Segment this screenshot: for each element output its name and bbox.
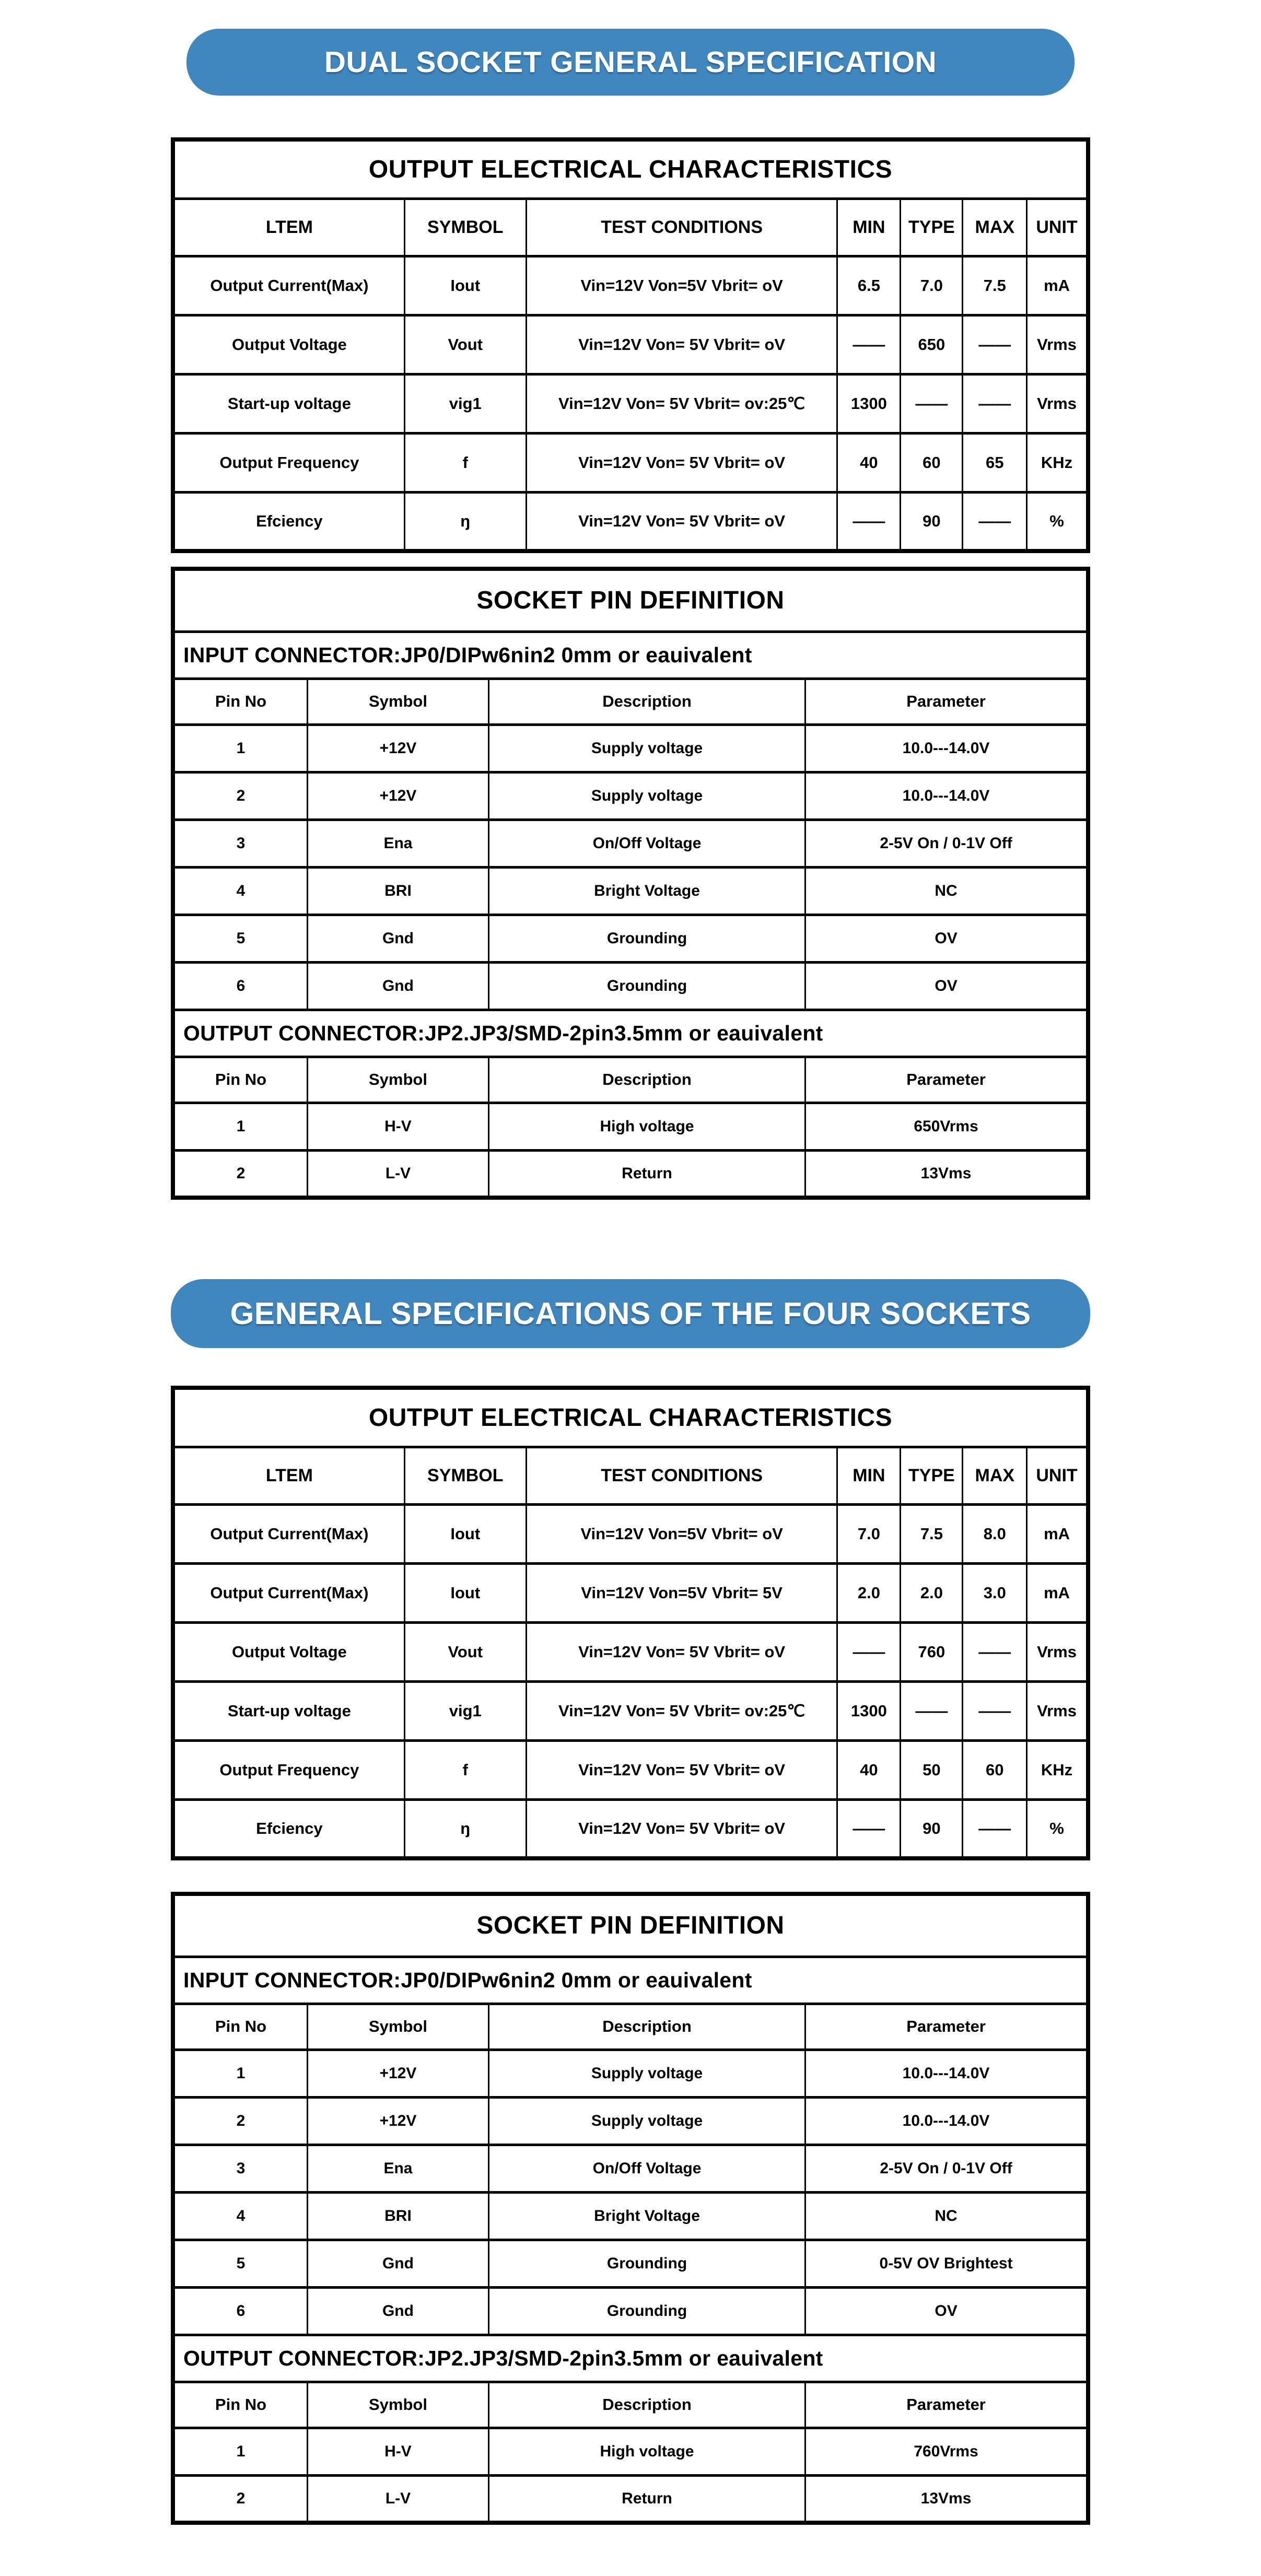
table-cell: 50 [901, 1740, 963, 1799]
table-cell: Bright Voltage [488, 867, 805, 915]
table-cell: Gnd [308, 915, 489, 962]
table-cell: Supply voltage [488, 772, 805, 819]
input-connector-label: INPUT CONNECTOR:JP0/DIPw6nin2 0mm or eauivalent [173, 1957, 1088, 2004]
table-cell: Gnd [308, 2240, 489, 2287]
column-header-cell: MAX [963, 1447, 1027, 1504]
table-cell: 760 [901, 1622, 963, 1681]
table-cell: Vin=12V Von= 5V Vbrit= oV [526, 433, 837, 492]
column-header-cell: Symbol [308, 678, 489, 724]
table-cell: Vin=12V Von= 5V Vbrit= ov:25℃ [526, 1681, 837, 1740]
column-header-cell: MIN [837, 198, 901, 256]
table-header-row [173, 2004, 1088, 2050]
column-header-cell: Parameter [805, 2382, 1088, 2428]
electrical-characteristics-table-dual [171, 137, 1090, 553]
table-cell: 0-5V OV Brightest [805, 2240, 1088, 2287]
column-header-cell: Symbol [308, 2004, 489, 2050]
table-cell: Output Current(Max) [173, 1504, 404, 1563]
table-cell: L-V [308, 1150, 489, 1198]
table-row [173, 1799, 1088, 1858]
table-cell: Output Voltage [173, 1622, 404, 1681]
table-cell: Vout [404, 315, 526, 374]
table-cell: L-V [308, 2475, 489, 2523]
table-cell: Grounding [488, 962, 805, 1010]
table-header-row [173, 1447, 1088, 1504]
column-header-cell: TEST CONDITIONS [526, 198, 837, 256]
table-row [173, 2287, 1088, 2335]
table-cell: Gnd [308, 962, 489, 1010]
column-header-cell: Pin No [173, 678, 308, 724]
table-row [173, 2192, 1088, 2240]
table-cell: Return [488, 1150, 805, 1198]
table-cell: —— [901, 1681, 963, 1740]
table-cell: —— [901, 374, 963, 433]
table-row [173, 492, 1088, 551]
table-cell: Gnd [308, 2287, 489, 2335]
table-row [173, 2050, 1088, 2097]
table-title: OUTPUT ELECTRICAL CHARACTERISTICS [173, 1388, 1088, 1447]
table-row [173, 772, 1088, 819]
table-cell: Efciency [173, 492, 404, 551]
table-cell: 1 [173, 724, 308, 772]
column-header-cell: Parameter [805, 2004, 1088, 2050]
table-cell: +12V [308, 724, 489, 772]
table-row [173, 256, 1088, 315]
table-cell: 760Vrms [805, 2428, 1088, 2475]
table-cell: 5 [173, 2240, 308, 2287]
table-cell: NC [805, 2192, 1088, 2240]
table-cell: mA [1027, 256, 1088, 315]
table-cell: vig1 [404, 374, 526, 433]
table-cell: Vrms [1027, 1622, 1088, 1681]
table-cell: 6 [173, 2287, 308, 2335]
table-cell: 1 [173, 2428, 308, 2475]
input-connector-label: INPUT CONNECTOR:JP0/DIPw6nin2 0mm or eauivalent [173, 631, 1088, 678]
output-connector-row [173, 1010, 1088, 1057]
table-cell: 65 [963, 433, 1027, 492]
output-pin-rows [173, 1103, 1088, 1198]
table-row [173, 1504, 1088, 1563]
section-banner-four-sockets [171, 1279, 1090, 1348]
table-cell: OV [805, 2287, 1088, 2335]
table-cell: Vin=12V Von= 5V Vbrit= oV [526, 1740, 837, 1799]
table-cell: Ena [308, 2145, 489, 2192]
table-cell: Return [488, 2475, 805, 2523]
table-row [173, 724, 1088, 772]
table-cell: —— [963, 1681, 1027, 1740]
table-cell: Iout [404, 1563, 526, 1622]
table-cell: Vin=12V Von=5V Vbrit= 5V [526, 1563, 837, 1622]
table-row [173, 1622, 1088, 1681]
table-cell: 7.0 [837, 1504, 901, 1563]
table-cell: 1300 [837, 1681, 901, 1740]
table-cell: Vin=12V Von= 5V Vbrit= oV [526, 492, 837, 551]
table-cell: 2.0 [837, 1563, 901, 1622]
output-pin-rows [173, 2428, 1088, 2523]
column-header-cell: Description [488, 2382, 805, 2428]
output-connector-label: OUTPUT CONNECTOR:JP2.JP3/SMD-2pin3.5mm or eauivalent [173, 1010, 1088, 1057]
table-cell: 3 [173, 2145, 308, 2192]
table-cell: Vin=12V Von= 5V Vbrit= oV [526, 1799, 837, 1858]
column-header-cell: Parameter [805, 1057, 1088, 1103]
table-cell: % [1027, 492, 1088, 551]
table-cell: Vrms [1027, 315, 1088, 374]
table-cell: +12V [308, 772, 489, 819]
table-row [173, 1740, 1088, 1799]
table-cell: Vin=12V Von= 5V Vbrit= oV [526, 315, 837, 374]
column-header-cell: Pin No [173, 1057, 308, 1103]
table-cell: 40 [837, 433, 901, 492]
table-cell: KHz [1027, 1740, 1088, 1799]
table-header-row [173, 678, 1088, 724]
table-title-row [173, 1894, 1088, 1957]
table-cell: 60 [963, 1740, 1027, 1799]
table-row [173, 2428, 1088, 2475]
column-header-cell: Symbol [308, 1057, 489, 1103]
table-cell: 2 [173, 772, 308, 819]
table-cell: 2-5V On / 0-1V Off [805, 2145, 1088, 2192]
column-header-cell: TEST CONDITIONS [526, 1447, 837, 1504]
table-cell: —— [963, 374, 1027, 433]
table-cell: Iout [404, 1504, 526, 1563]
table-cell: 7.0 [901, 256, 963, 315]
table-cell: 650Vrms [805, 1103, 1088, 1150]
banner-title: GENERAL SPECIFICATIONS OF THE FOUR SOCKETS [230, 1296, 1031, 1331]
column-header-cell: MIN [837, 1447, 901, 1504]
column-header-cell: LTEM [173, 198, 404, 256]
table-cell: +12V [308, 2050, 489, 2097]
table-cell: Ena [308, 819, 489, 867]
document-page [171, 29, 1090, 2525]
table-cell: 10.0---14.0V [805, 2050, 1088, 2097]
table-cell: 1 [173, 2050, 308, 2097]
table-cell: On/Off Voltage [488, 819, 805, 867]
table-cell: 1300 [837, 374, 901, 433]
table-row [173, 962, 1088, 1010]
table-cell: Start-up voltage [173, 1681, 404, 1740]
table-row [173, 915, 1088, 962]
column-header-cell: SYMBOL [404, 1447, 526, 1504]
table-cell: 6 [173, 962, 308, 1010]
table-cell: 13Vms [805, 1150, 1088, 1198]
table-cell: OV [805, 962, 1088, 1010]
table-cell: Start-up voltage [173, 374, 404, 433]
table-title-row [173, 1388, 1088, 1447]
table-cell: Output Frequency [173, 1740, 404, 1799]
column-header-cell: Pin No [173, 2382, 308, 2428]
table-cell: 10.0---14.0V [805, 772, 1088, 819]
table-row [173, 2475, 1088, 2523]
socket-pin-definition-table-four [171, 1892, 1090, 2525]
table-title: OUTPUT ELECTRICAL CHARACTERISTICS [173, 139, 1088, 198]
table-cell: Vin=12V Von= 5V Vbrit= oV [526, 1622, 837, 1681]
table-cell: H-V [308, 2428, 489, 2475]
column-header-cell: UNIT [1027, 198, 1088, 256]
input-pin-rows [173, 2050, 1088, 2335]
table-cell: —— [837, 1622, 901, 1681]
output-connector-row [173, 2335, 1088, 2382]
column-header-cell: UNIT [1027, 1447, 1088, 1504]
table-cell: Output Voltage [173, 315, 404, 374]
table-cell: Efciency [173, 1799, 404, 1858]
table-cell: ŋ [404, 492, 526, 551]
table-header-row [173, 1057, 1088, 1103]
banner-title: DUAL SOCKET GENERAL SPECIFICATION [324, 45, 937, 79]
table-row [173, 867, 1088, 915]
table-cell: f [404, 1740, 526, 1799]
table-cell: OV [805, 915, 1088, 962]
table-cell: —— [963, 1622, 1027, 1681]
table-body [173, 256, 1088, 551]
table-cell: 650 [901, 315, 963, 374]
column-header-cell: LTEM [173, 1447, 404, 1504]
table-row [173, 2145, 1088, 2192]
table-cell: Output Current(Max) [173, 256, 404, 315]
input-connector-row [173, 631, 1088, 678]
table-cell: Grounding [488, 2287, 805, 2335]
table-cell: 2.0 [901, 1563, 963, 1622]
column-header-cell: Description [488, 2004, 805, 2050]
table-cell: BRI [308, 867, 489, 915]
table-cell: High voltage [488, 2428, 805, 2475]
input-connector-row [173, 1957, 1088, 2004]
table-cell: Vin=12V Von=5V Vbrit= oV [526, 256, 837, 315]
table-cell: 1 [173, 1103, 308, 1150]
column-header-cell: SYMBOL [404, 198, 526, 256]
table-cell: 2 [173, 2097, 308, 2145]
table-cell: —— [963, 315, 1027, 374]
table-cell: Output Frequency [173, 433, 404, 492]
table-body [173, 1504, 1088, 1858]
table-header-row [173, 2382, 1088, 2428]
table-cell: Iout [404, 256, 526, 315]
table-cell: —— [837, 492, 901, 551]
table-cell: Supply voltage [488, 2097, 805, 2145]
table-cell: 13Vms [805, 2475, 1088, 2523]
table-cell: 6.5 [837, 256, 901, 315]
table-cell: 2 [173, 2475, 308, 2523]
table-cell: Grounding [488, 915, 805, 962]
table-cell: Vin=12V Von=5V Vbrit= oV [526, 1504, 837, 1563]
table-cell: 2-5V On / 0-1V Off [805, 819, 1088, 867]
table-cell: 40 [837, 1740, 901, 1799]
table-cell: —— [837, 1799, 901, 1858]
table-cell: 90 [901, 1799, 963, 1858]
table-cell: 5 [173, 915, 308, 962]
table-header-row [173, 198, 1088, 256]
table-cell: Vin=12V Von= 5V Vbrit= ov:25℃ [526, 374, 837, 433]
table-cell: f [404, 433, 526, 492]
table-cell: 10.0---14.0V [805, 2097, 1088, 2145]
table-row [173, 1681, 1088, 1740]
table-cell: —— [837, 315, 901, 374]
electrical-characteristics-table-four [171, 1386, 1090, 1860]
table-title: SOCKET PIN DEFINITION [173, 1894, 1088, 1957]
table-cell: —— [963, 492, 1027, 551]
table-row [173, 819, 1088, 867]
table-cell: mA [1027, 1563, 1088, 1622]
table-cell: 7.5 [901, 1504, 963, 1563]
column-header-cell: Symbol [308, 2382, 489, 2428]
table-cell: BRI [308, 2192, 489, 2240]
section-banner-dual-socket [186, 29, 1075, 96]
socket-pin-definition-table-dual [171, 567, 1090, 1200]
column-header-cell: Description [488, 678, 805, 724]
table-cell: ŋ [404, 1799, 526, 1858]
table-cell: NC [805, 867, 1088, 915]
table-row [173, 1150, 1088, 1198]
table-cell: Supply voltage [488, 2050, 805, 2097]
table-cell: KHz [1027, 433, 1088, 492]
table-cell: 2 [173, 1150, 308, 1198]
table-cell: 10.0---14.0V [805, 724, 1088, 772]
table-row [173, 433, 1088, 492]
table-cell: mA [1027, 1504, 1088, 1563]
table-cell: 3 [173, 819, 308, 867]
table-row [173, 315, 1088, 374]
input-pin-rows [173, 724, 1088, 1010]
table-cell: 90 [901, 492, 963, 551]
column-header-cell: TYPE [901, 1447, 963, 1504]
output-connector-label: OUTPUT CONNECTOR:JP2.JP3/SMD-2pin3.5mm or eauivalent [173, 2335, 1088, 2382]
table-cell: High voltage [488, 1103, 805, 1150]
table-cell: —— [963, 1799, 1027, 1858]
table-cell: +12V [308, 2097, 489, 2145]
table-title-row [173, 569, 1088, 631]
table-cell: H-V [308, 1103, 489, 1150]
table-title: SOCKET PIN DEFINITION [173, 569, 1088, 631]
table-cell: 7.5 [963, 256, 1027, 315]
table-row [173, 2097, 1088, 2145]
table-row [173, 374, 1088, 433]
column-header-cell: MAX [963, 198, 1027, 256]
table-cell: Supply voltage [488, 724, 805, 772]
table-cell: Output Current(Max) [173, 1563, 404, 1622]
table-cell: vig1 [404, 1681, 526, 1740]
column-header-cell: TYPE [901, 198, 963, 256]
table-cell: 3.0 [963, 1563, 1027, 1622]
table-row [173, 1103, 1088, 1150]
column-header-cell: Parameter [805, 678, 1088, 724]
table-cell: Vrms [1027, 1681, 1088, 1740]
table-cell: 4 [173, 2192, 308, 2240]
table-cell: Bright Voltage [488, 2192, 805, 2240]
table-row [173, 1563, 1088, 1622]
table-cell: Vrms [1027, 374, 1088, 433]
table-cell: 8.0 [963, 1504, 1027, 1563]
column-header-cell: Description [488, 1057, 805, 1103]
table-cell: 4 [173, 867, 308, 915]
table-title-row [173, 139, 1088, 198]
table-cell: 60 [901, 433, 963, 492]
table-cell: Grounding [488, 2240, 805, 2287]
table-cell: % [1027, 1799, 1088, 1858]
table-row [173, 2240, 1088, 2287]
table-cell: On/Off Voltage [488, 2145, 805, 2192]
table-cell: Vout [404, 1622, 526, 1681]
column-header-cell: Pin No [173, 2004, 308, 2050]
